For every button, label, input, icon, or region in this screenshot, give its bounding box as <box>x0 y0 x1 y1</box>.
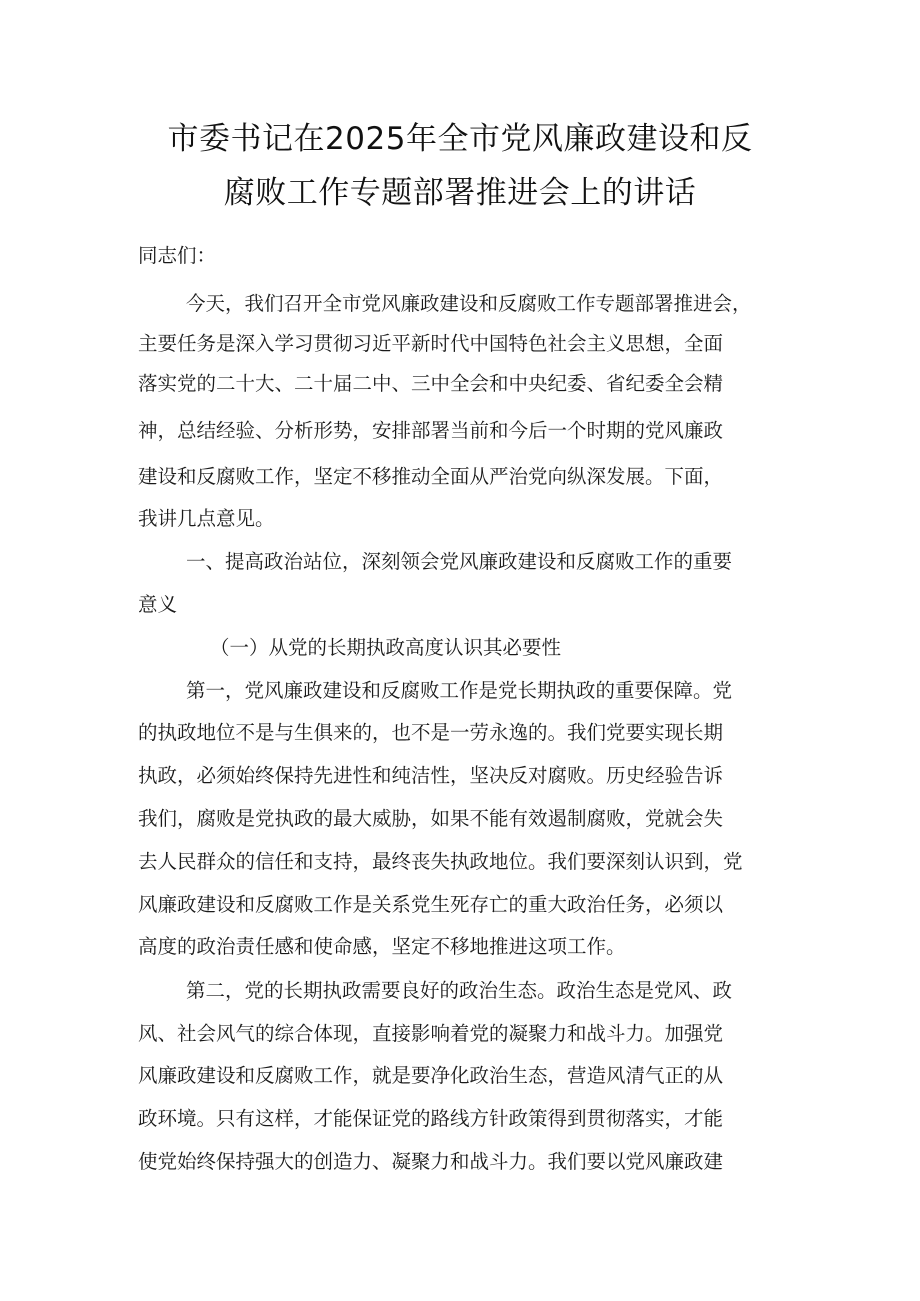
paragraph-line: 去人民群众的信任和支持，最终丧失执政地位。我们要深刻认识到，党 <box>138 850 743 873</box>
paragraph-line: 执政，必须始终保持先进性和纯洁性，坚决反对腐败。历史经验告诉 <box>138 764 724 787</box>
document-title-line-1: 市委书记在2025年全市党风廉政建设和反 <box>167 121 753 157</box>
paragraph-line: 第一，党风廉政建设和反腐败工作是党长期执政的重要保障。党 <box>186 679 733 702</box>
paragraph-line: 落实党的二十大、二十届二中、三中全会和中央纪委、省纪委全会精 <box>138 372 724 395</box>
paragraph-line: 第二，党的长期执政需要良好的政治生态。政治生态是党风、政 <box>186 979 733 1002</box>
paragraph-line: 神，总结经验、分析形势，安排部署当前和今后一个时期的党风廉政 <box>138 419 724 442</box>
section-heading-line: 意义 <box>138 593 178 616</box>
paragraph-line: 风、社会风气的综合体现，直接影响着党的凝聚力和战斗力。加强党 <box>138 1022 724 1045</box>
paragraph-line: 我们，腐败是党执政的最大威胁，如果不能有效遏制腐败，党就会失 <box>138 807 724 830</box>
paragraph-line: 风廉政建设和反腐败工作，就是要净化政治生态，营造风清气正的从 <box>138 1064 724 1087</box>
paragraph-line: 我讲几点意见。 <box>138 507 275 530</box>
paragraph-line: 的执政地位不是与生俱来的，也不是一劳永逸的。我们党要实现长期 <box>138 721 724 744</box>
subsection-heading: （一）从党的长期执政高度认识其必要性 <box>210 636 562 659</box>
paragraph-line: 主要任务是深入学习贯彻习近平新时代中国特色社会主义思想，全面 <box>138 332 724 355</box>
paragraph-line: 风廉政建设和反腐败工作是关系党生死存亡的重大政治任务，必须以 <box>138 893 724 916</box>
document-title-line-2: 腐败工作专题部署推进会上的讲话 <box>223 175 697 211</box>
paragraph-line: 高度的政治责任感和使命感，坚定不移地推进这项工作。 <box>138 935 626 958</box>
paragraph-line: 使党始终保持强大的创造力、凝聚力和战斗力。我们要以党风廉政建 <box>138 1150 724 1173</box>
salutation: 同志们： <box>138 244 217 267</box>
paragraph-line: 今天，我们召开全市党风廉政建设和反腐败工作专题部署推进会， <box>186 292 752 315</box>
section-heading-line: 一、提高政治站位，深刻领会党风廉政建设和反腐败工作的重要 <box>186 550 733 573</box>
paragraph-line: 政环境。只有这样，才能保证党的路线方针政策得到贯彻落实，才能 <box>138 1107 724 1130</box>
paragraph-line: 建设和反腐败工作，坚定不移推动全面从严治党向纵深发展。下面， <box>138 465 724 488</box>
